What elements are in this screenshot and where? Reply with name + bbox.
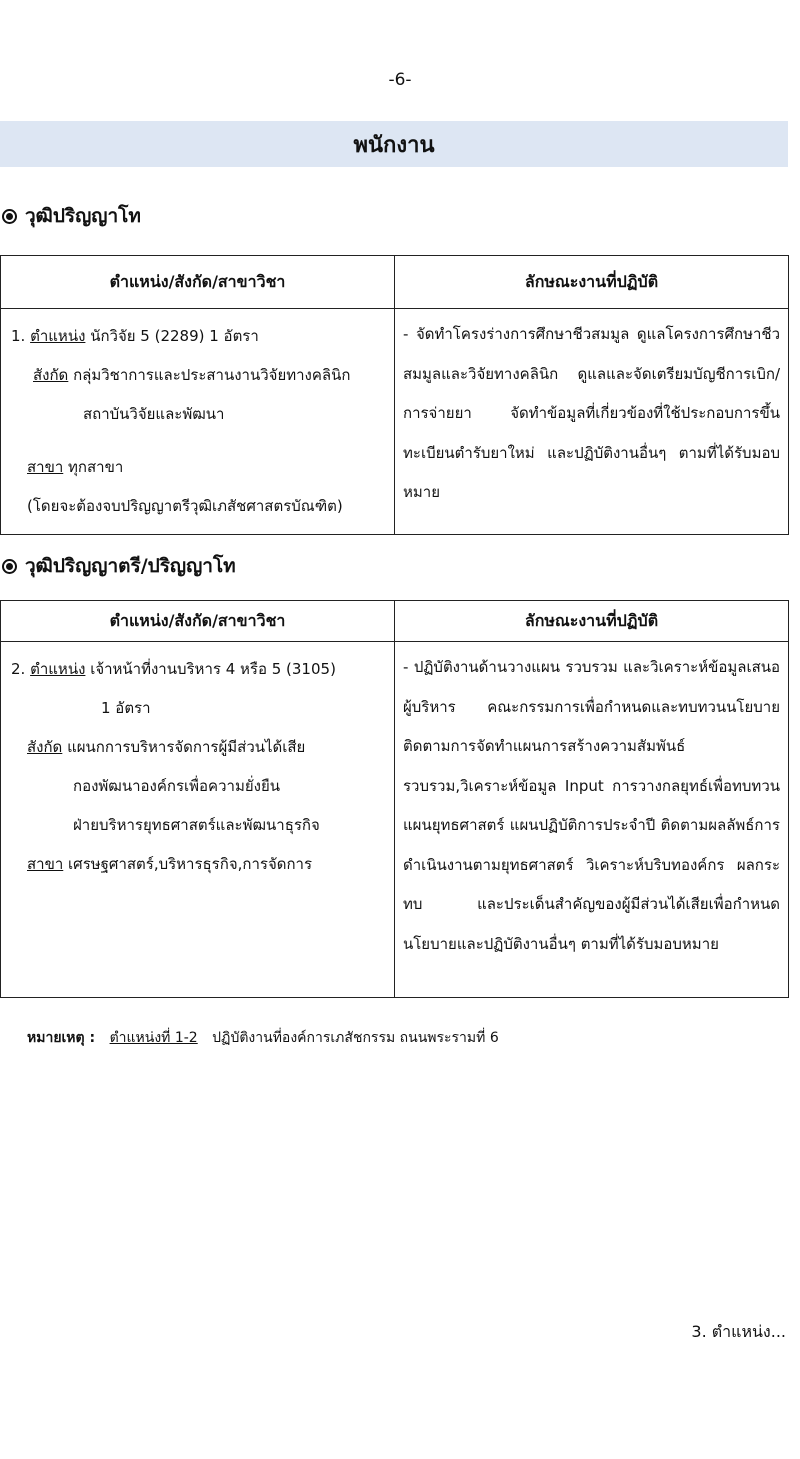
affiliation-value: กลุ่มวิชาการและประสานงานวิจัยทางคลินิก <box>73 366 351 384</box>
education-note: (โดยจะต้องจบปริญญาตรีวุฒิเภสัชศาสตรบัณฑิต) <box>27 497 343 515</box>
position-value: นักวิจัย 5 (2289) 1 อัตรา <box>90 327 259 345</box>
field-label: สาขา <box>27 458 64 476</box>
row-number: 2. <box>11 660 26 678</box>
field-value: เศรษฐศาสตร์,บริหารธุรกิจ,การจัดการ <box>68 855 313 873</box>
section-heading-masters <box>2 201 141 231</box>
section-banner <box>0 121 788 167</box>
row-number: 1. <box>11 327 26 345</box>
position-cell <box>1 642 395 998</box>
duties-description: - ปฏิบัติงานด้านวางแผน รวบรวม และวิเคราะห์ข้อมูลเสนอผู้บริหาร คณะกรรมการเพื่อกำหนดและทบทวนนโยบาย ติดตามการจัดทำแผนการสร้างความสัมพันธ์ รวบรวม,วิเคราะห์ข้อมูล Input การวางกลยุทธ์เพื่อทบทวนแผนยุทธศาสตร์ แผนปฏิบัติการประจำปี ติดตามผลลัพธ์การดำเนินงานตามยุทธศาสตร์ วิเคราะห์บริบทองค์กร ผลกระทบ และประเด็นสำคัญของผู้มีส่วนได้เสียเพื่อกำหนดนโยบายและปฏิบัติงานอื่นๆ ตามที่ได้รับมอบหมาย <box>403 658 780 953</box>
duties-cell <box>395 642 789 998</box>
field-value: ทุกสาขา <box>68 458 124 476</box>
section-heading-text: วุฒิปริญญาโท <box>25 205 141 227</box>
remark-label: หมายเหตุ : <box>27 1030 96 1046</box>
column-header-position: ตำแหน่ง/สังกัด/สาขาวิชา <box>1 256 395 309</box>
duties-cell <box>395 309 789 535</box>
column-header-duties: ลักษณะงานที่ปฏิบัติ <box>395 601 789 642</box>
radio-bullet-icon <box>2 559 17 574</box>
field-label: สาขา <box>27 855 64 873</box>
section-heading-text: วุฒิปริญญาตรี/ปริญญาโท <box>25 555 236 577</box>
column-header-duties: ลักษณะงานที่ปฏิบัติ <box>395 256 789 309</box>
table-row <box>1 309 789 535</box>
remark-note <box>27 1027 499 1049</box>
remark-text: ปฏิบัติงานที่องค์การเภสัชกรรม ถนนพระรามที่ 6 <box>212 1030 499 1046</box>
remark-reference: ตำแหน่งที่ 1-2 <box>109 1030 198 1046</box>
position-label: ตำแหน่ง <box>30 327 86 345</box>
affiliation-value: แผนกการบริหารจัดการผู้มีส่วนได้เสีย <box>67 738 306 756</box>
position-value-2: 1 อัตรา <box>101 699 151 717</box>
position-cell <box>1 309 395 535</box>
radio-bullet-icon <box>2 209 17 224</box>
banner-title: พนักงาน <box>353 132 435 158</box>
affiliation-value-2: กองพัฒนาองค์กรเพื่อความยั่งยืน <box>73 777 280 795</box>
column-header-position: ตำแหน่ง/สังกัด/สาขาวิชา <box>1 601 395 642</box>
position-value: เจ้าหน้าที่งานบริหาร 4 หรือ 5 (3105) <box>90 660 336 678</box>
affiliation-label: สังกัด <box>27 738 63 756</box>
page-number: -6- <box>388 70 412 90</box>
affiliation-label: สังกัด <box>33 366 69 384</box>
position-table-2 <box>0 600 789 998</box>
duties-description: - จัดทำโครงร่างการศึกษาชีวสมมูล ดูแลโครงการศึกษาชีวสมมูลและวิจัยทางคลินิก ดูแลและจัดเตรียมบัญชีการเบิก/การจ่ายยา จัดทำข้อมูลที่เกี่ยวข้องที่ใช้ประกอบการขึ้นทะเบียนตำรับยาใหม่ และปฏิบัติงานอื่นๆ ตามที่ได้รับมอบหมาย <box>403 325 780 501</box>
affiliation-value-2: สถาบันวิจัยและพัฒนา <box>83 405 225 423</box>
position-label: ตำแหน่ง <box>30 660 86 678</box>
affiliation-value-3: ฝ่ายบริหารยุทธศาสตร์และพัฒนาธุรกิจ <box>73 816 320 834</box>
table-row <box>1 642 789 998</box>
continuation-text: 3. ตำแหน่ง... <box>691 1322 786 1341</box>
position-table-1 <box>0 255 789 535</box>
section-heading-bachelor-masters <box>2 551 236 581</box>
